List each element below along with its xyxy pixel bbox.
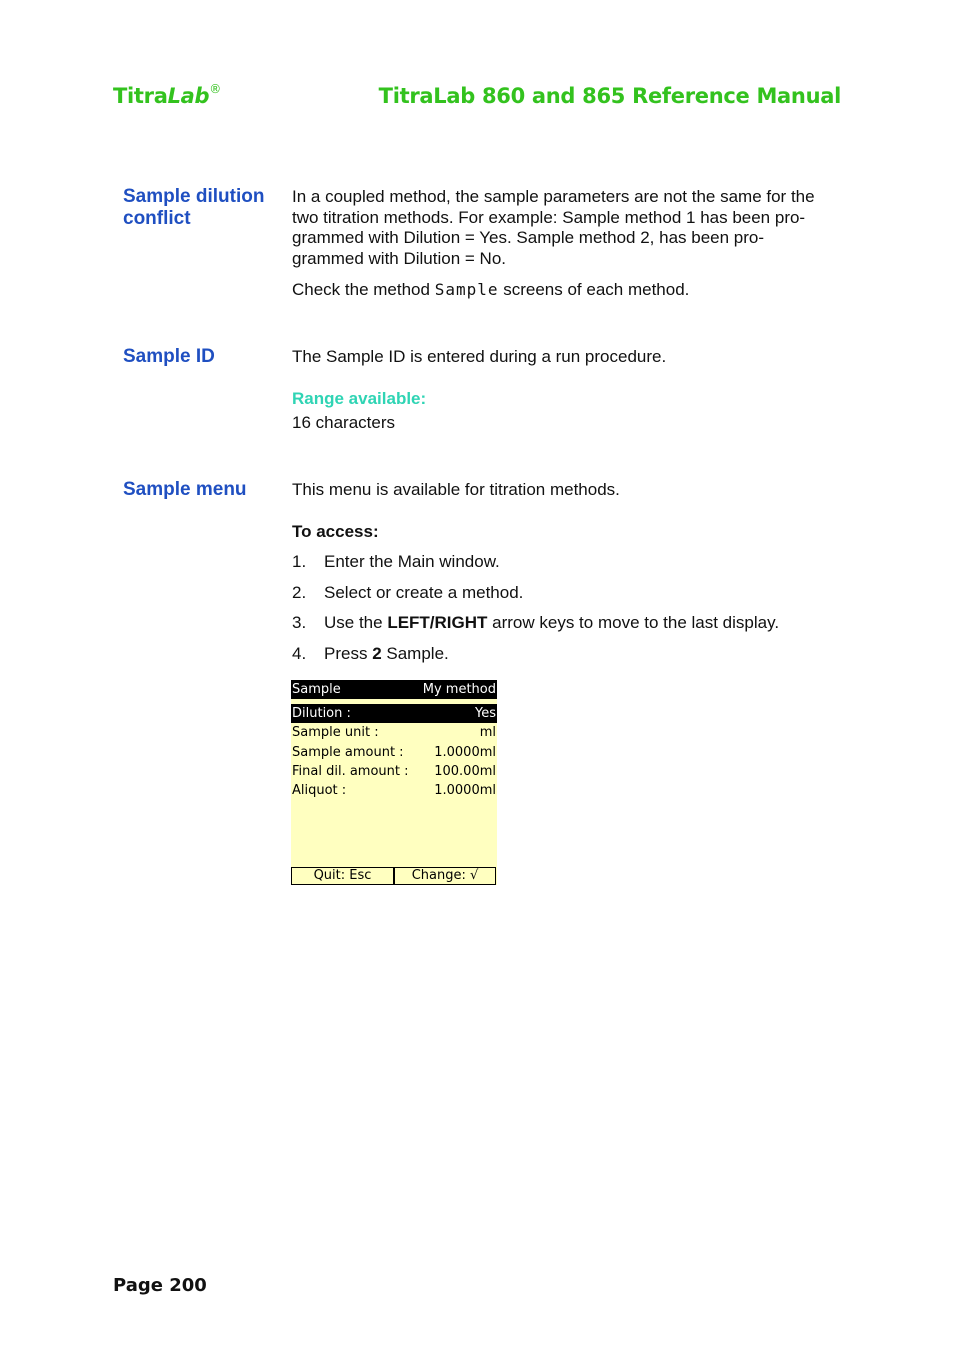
paragraph-line: grammed with Dilution = Yes. Sample method 2, has been pro- — [292, 228, 765, 247]
screen-title: Sample — [292, 682, 341, 697]
step-text: arrow keys to move to the last display. — [487, 613, 780, 632]
step-text: Select or create a method. — [324, 583, 524, 602]
check-suffix: screens of each method. — [498, 280, 690, 299]
screen-title-bar — [291, 680, 497, 699]
sample-menu-text: This menu is available for titration methods. — [292, 480, 620, 499]
paragraph-line: grammed with Dilution = No. — [292, 248, 507, 268]
range-available-label: Range available: — [292, 389, 427, 408]
screen-method-name: My method — [422, 682, 496, 697]
step-number: 3. — [292, 613, 307, 632]
page-number: Page 200 — [113, 1275, 207, 1296]
step-text: Enter the Main window. — [324, 552, 500, 571]
step-number: 1. — [292, 552, 307, 571]
step-item — [292, 613, 779, 633]
brand-part-titra: Titra — [113, 84, 168, 108]
sample-screen-name: Sample — [434, 280, 499, 299]
row-label: Final dil. amount : — [292, 764, 409, 779]
row-value: ml — [479, 725, 496, 740]
key-name: 2 — [372, 644, 382, 663]
row-label: Sample amount : — [292, 745, 404, 760]
to-access-label: To access: — [292, 522, 379, 541]
manual-title: TitraLab 860 and 865 Reference Manual — [378, 84, 841, 108]
check-method-text — [292, 280, 689, 301]
dilution-conflict-paragraph — [292, 187, 815, 269]
row-value: 100.00ml — [434, 764, 496, 779]
step-text: Sample. — [381, 644, 449, 663]
heading-sample-menu: Sample menu — [123, 479, 247, 500]
registered-mark: ® — [209, 82, 221, 96]
step-text: Press — [324, 644, 373, 663]
step-number: 4. — [292, 644, 307, 663]
step-item — [292, 552, 500, 572]
sample-id-text: The Sample ID is entered during a run procedure. — [292, 347, 667, 366]
screen-row-sample-amount[interactable] — [291, 743, 497, 762]
step-item — [292, 583, 523, 603]
step-item — [292, 644, 449, 664]
change-button[interactable]: Change: √ — [394, 867, 496, 885]
row-label: Aliquot : — [292, 783, 347, 798]
screen-row-sample-unit[interactable] — [291, 723, 497, 742]
quit-esc-button[interactable]: Quit: Esc — [291, 867, 394, 885]
row-label: Sample unit : — [292, 725, 379, 740]
row-value: Yes — [475, 706, 496, 721]
check-prefix: Check the method — [292, 280, 435, 299]
heading-sample-dilution-conflict: Sample dilution conflict — [123, 186, 265, 229]
paragraph-line: In a coupled method, the sample parameters are not the same for the — [292, 187, 815, 206]
step-text: Use the — [324, 613, 388, 632]
row-value: 1.0000ml — [434, 745, 496, 760]
row-label: Dilution : — [292, 706, 351, 721]
screen-row-aliquot[interactable] — [291, 781, 497, 800]
step-number: 2. — [292, 583, 307, 602]
brand-logo — [113, 84, 221, 108]
range-value: 16 characters — [292, 413, 395, 432]
key-name: LEFT/RIGHT — [387, 613, 488, 632]
row-value: 1.0000ml — [434, 783, 496, 798]
brand-part-lab: Lab — [167, 84, 210, 108]
paragraph-line: two titration methods. For example: Sample method 1 has been pro- — [292, 207, 806, 227]
sample-screen-display — [291, 680, 497, 885]
screen-row-dilution[interactable] — [291, 704, 497, 723]
heading-sample-id: Sample ID — [123, 346, 215, 367]
screen-row-final-dil-amount[interactable] — [291, 762, 497, 781]
